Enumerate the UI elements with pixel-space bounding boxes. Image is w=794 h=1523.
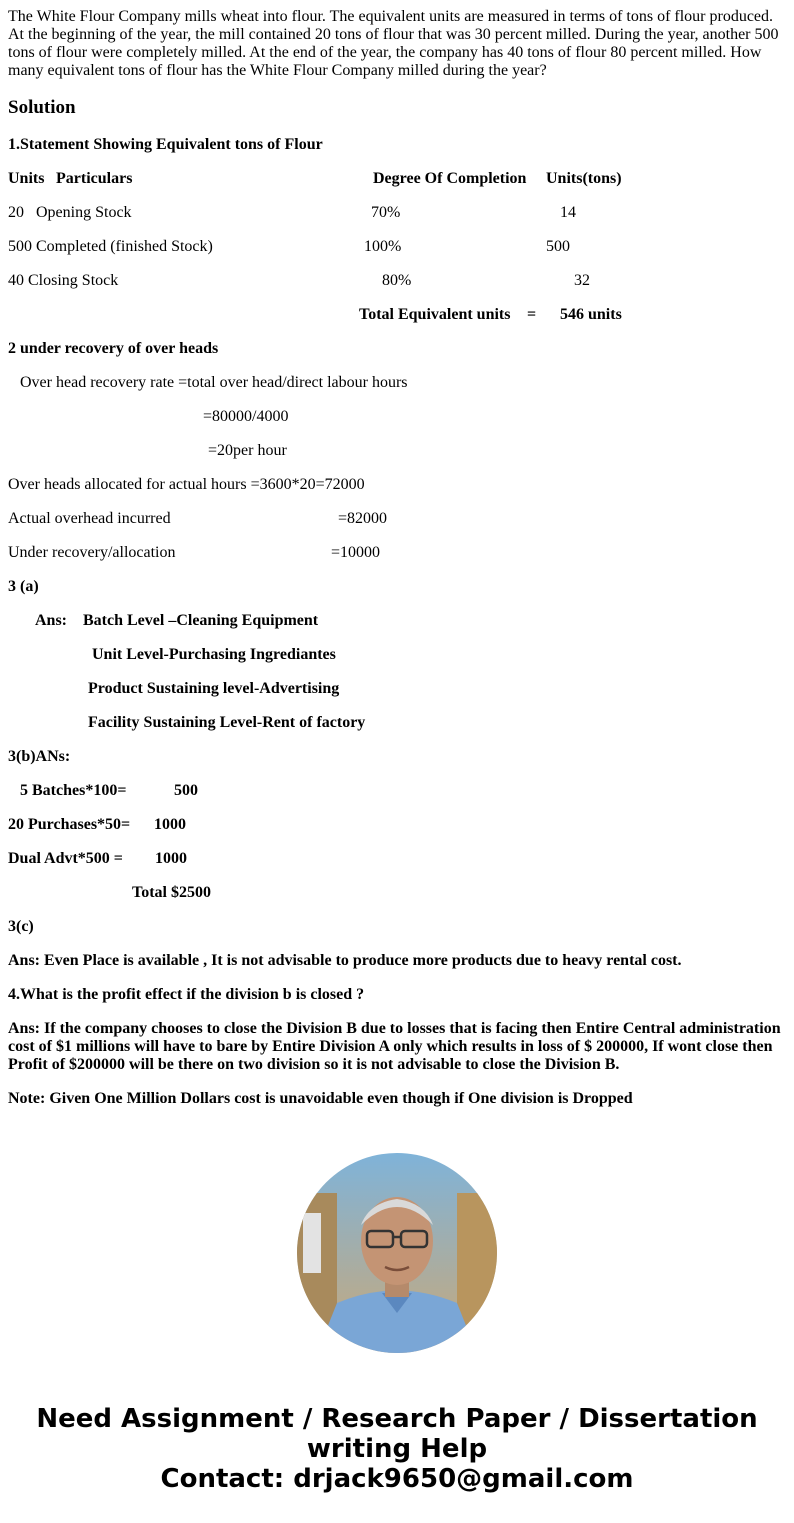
s1-row-opening bbox=[8, 204, 786, 222]
s3b-row-value: 1000 bbox=[154, 816, 186, 833]
s1-row-particulars: Opening Stock bbox=[36, 204, 132, 221]
section3b-title: 3(b)ANs: bbox=[8, 748, 71, 765]
solution-heading: Solution bbox=[8, 97, 76, 118]
s1-row-units: 500 bbox=[8, 238, 32, 255]
s2-calc1-row bbox=[8, 408, 786, 426]
s1-row-degree: 100% bbox=[364, 238, 402, 255]
s3b-row-label: 20 Purchases*50= bbox=[8, 816, 131, 833]
s1-header-tons: Units(tons) bbox=[546, 170, 622, 187]
question-text: The White Flour Company mills wheat into flour. The equivalent units are measured in terms of tons of flour produced. At the beginning of the year, the mill contained 20 tons of flour that was 30 percent milled. During the year, another 500 tons of flour were completely milled. At the end of the year, the company has 40 tons of flour 80 percent milled. How many equivalent tons of flour has the White Flour Company milled during the year? bbox=[8, 8, 779, 79]
footer-line1: Need Assignment / Research Paper / Dissertation bbox=[36, 1404, 758, 1434]
s1-total-equals: = bbox=[527, 306, 537, 323]
s2-rate-line: Over head recovery rate =total over head/direct labour hours bbox=[20, 374, 408, 391]
s3b-row bbox=[8, 816, 786, 834]
s1-table-header bbox=[8, 170, 786, 188]
s3b-total-row bbox=[8, 884, 786, 902]
s1-row-closing bbox=[8, 272, 786, 290]
s2-calc2: =20per hour bbox=[208, 442, 287, 459]
s2-calc1: =80000/4000 bbox=[203, 408, 289, 425]
author-photo-graphic bbox=[297, 1153, 497, 1353]
s2-rate-line-row bbox=[8, 374, 786, 392]
s1-row-degree: 80% bbox=[382, 272, 412, 289]
s3a-item-row bbox=[8, 612, 786, 630]
s1-header-particulars: Particulars bbox=[56, 170, 133, 187]
s1-total-value: 546 units bbox=[560, 306, 622, 323]
s3a-item: Product Sustaining level-Advertising bbox=[88, 680, 340, 697]
s3a-item: Batch Level –Cleaning Equipment bbox=[83, 612, 319, 629]
s3c-answer: Ans: Even Place is available , It is not advisable to produce more products due to heavy rental cost. bbox=[8, 952, 682, 969]
s1-row-tons: 14 bbox=[560, 204, 576, 221]
s3a-item-row bbox=[8, 646, 786, 664]
s3b-row-label: 5 Batches*100= bbox=[20, 782, 127, 799]
s2-actual-label: Actual overhead incurred bbox=[8, 510, 171, 527]
s2-under-label: Under recovery/allocation bbox=[8, 544, 176, 561]
section4-title: 4.What is the profit effect if the division b is closed ? bbox=[8, 986, 365, 1003]
s3b-total: Total $2500 bbox=[132, 884, 211, 901]
section1-title: 1.Statement Showing Equivalent tons of Flour bbox=[8, 136, 323, 153]
s4-answer: Ans: If the company chooses to close the Division B due to losses that is facing then Entire Central administration cost of $1 millions will have to bare by Entire Division A only which results in loss of $ 200000, If wont close then Profit of $200000 will be there on two division so it is not advisable to close the Division B. bbox=[8, 1020, 781, 1073]
s1-row-units: 40 bbox=[8, 272, 24, 289]
s1-header-degree: Degree Of Completion bbox=[373, 170, 527, 187]
s2-under-row bbox=[8, 544, 786, 562]
s2-actual-value: =82000 bbox=[338, 510, 388, 527]
footer-ad bbox=[0, 1404, 794, 1494]
footer-contact: Contact: drjack9650@gmail.com bbox=[160, 1464, 634, 1494]
s1-row-particulars: Completed (finished Stock) bbox=[36, 238, 213, 255]
s3a-item-row bbox=[8, 714, 786, 732]
s3a-item: Unit Level-Purchasing Ingrediantes bbox=[92, 646, 336, 663]
s2-actual-row bbox=[8, 510, 786, 528]
author-photo bbox=[297, 1153, 497, 1353]
s3b-row-value: 1000 bbox=[155, 850, 187, 867]
s4-note: Note: Given One Million Dollars cost is unavoidable even though if One division is Dropped bbox=[8, 1090, 633, 1107]
s2-under-value: =10000 bbox=[331, 544, 381, 561]
s1-row-degree: 70% bbox=[371, 204, 401, 221]
s3b-row-label: Dual Advt*500 = bbox=[8, 850, 123, 867]
s1-header-units: Units bbox=[8, 170, 45, 187]
s3b-row bbox=[8, 850, 786, 868]
section3c-title: 3(c) bbox=[8, 918, 34, 935]
s3a-item-row bbox=[8, 680, 786, 698]
s3b-row-value: 500 bbox=[174, 782, 198, 799]
s2-calc2-row bbox=[8, 442, 786, 460]
s1-row-units: 20 bbox=[8, 204, 24, 221]
section2-title: 2 under recovery of over heads bbox=[8, 340, 219, 357]
s3b-row bbox=[8, 782, 786, 800]
s1-row-tons: 32 bbox=[574, 272, 590, 289]
footer-line2: writing Help bbox=[306, 1434, 488, 1464]
s1-row-tons: 500 bbox=[546, 238, 570, 255]
s1-total-row bbox=[8, 306, 786, 324]
s3a-item: Facility Sustaining Level-Rent of factory bbox=[88, 714, 366, 731]
s1-row-particulars: Closing Stock bbox=[28, 272, 119, 289]
s3a-ans-prefix: Ans: bbox=[35, 612, 68, 629]
s1-row-completed bbox=[8, 238, 786, 256]
s2-allocated: Over heads allocated for actual hours =3600*20=72000 bbox=[8, 476, 365, 493]
s1-total-label: Total Equivalent units bbox=[359, 306, 511, 323]
section3a-title: 3 (a) bbox=[8, 578, 39, 595]
